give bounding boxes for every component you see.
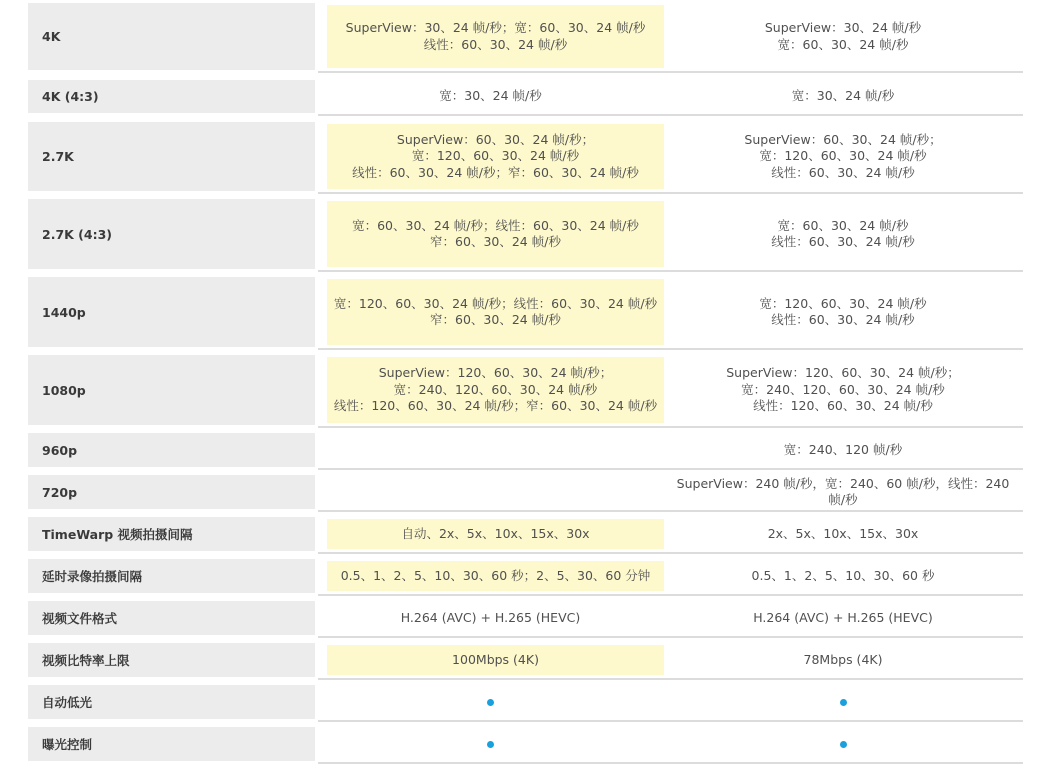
- compare-spec-cell: 0.5、1、2、5、10、30、60 秒: [751, 567, 935, 583]
- hero-spec-cell: 0.5、1、2、5、10、30、60 秒；2、5、30、60 分钟: [327, 561, 664, 591]
- row-divider: [318, 71, 1023, 73]
- hero-spec-cell: 100Mbps (4K): [327, 645, 664, 675]
- hero-spec-cell: H.264 (AVC) + H.265 (HEVC): [400, 609, 581, 625]
- hero-spec-cell: 宽：30、24 帧/秒: [439, 88, 542, 104]
- table-row: [28, 643, 1023, 677]
- row-divider: [318, 720, 1023, 722]
- hero-spec-cell: [318, 685, 663, 719]
- hero-spec-cell: SuperView：30、24 帧/秒；宽：60、30、24 帧/秒 线性：60、30、24 帧/秒: [327, 5, 664, 68]
- row-label: 720p: [28, 475, 315, 509]
- row-label: 2.7K (4:3): [28, 199, 315, 269]
- table-row: [28, 355, 1023, 425]
- row-label: 自动低光: [28, 685, 315, 719]
- compare-spec-cell: SuperView：120、60、30、24 帧/秒； 宽：240、120、60、30、24 帧/秒 线性：120、60、30、24 帧/秒: [726, 365, 960, 414]
- hero-spec-cell: 宽：60、30、24 帧/秒；线性：60、30、24 帧/秒 窄：60、30、24 帧/秒: [327, 201, 664, 267]
- compare-spec-cell: H.264 (AVC) + H.265 (HEVC): [753, 609, 933, 625]
- table-row: [28, 122, 1023, 191]
- compare-spec-cell: 宽：60、30、24 帧/秒 线性：60、30、24 帧/秒: [771, 217, 915, 249]
- row-divider: [318, 192, 1023, 194]
- compare-spec-cell: SuperView：240 帧/秒，宽：240、60 帧/秒，线性：240 帧/秒: [676, 475, 1010, 507]
- table-row: [28, 475, 1023, 509]
- table-row: [28, 80, 1023, 113]
- compare-spec-cell: [663, 727, 1023, 761]
- compare-spec-cell: SuperView：60、30、24 帧/秒； 宽：120、60、30、24 帧/秒 线性：60、30、24 帧/秒: [744, 131, 942, 180]
- table-row: [28, 277, 1023, 347]
- hero-spec-cell: 宽：120、60、30、24 帧/秒；线性：60、30、24 帧/秒 窄：60、30、24 帧/秒: [327, 279, 664, 345]
- table-row: [28, 3, 1023, 70]
- row-label: 2.7K: [28, 122, 315, 191]
- compare-spec-cell: 78Mbps (4K): [803, 651, 883, 667]
- row-label: 延时录像拍摄间隔: [28, 559, 315, 593]
- hero-spec-cell: [318, 475, 663, 509]
- row-label: 960p: [28, 433, 315, 467]
- table-row: [28, 601, 1023, 635]
- compare-spec-cell: 宽：240、120 帧/秒: [783, 441, 903, 457]
- row-label: 视频比特率上限: [28, 643, 315, 677]
- hero-spec-cell: SuperView：120、60、30、24 帧/秒； 宽：240、120、60、30、24 帧/秒 线性：120、60、30、24 帧/秒；窄：60、30、24 帧/秒: [327, 357, 664, 423]
- hero-spec-cell: SuperView：60、30、24 帧/秒； 宽：120、60、30、24 帧/秒 线性：60、30、24 帧/秒；窄：60、30、24 帧/秒: [327, 124, 664, 189]
- row-divider: [318, 678, 1023, 680]
- supported-dot-icon: [487, 699, 494, 706]
- table-row: [28, 433, 1023, 467]
- supported-dot-icon: [840, 699, 847, 706]
- row-divider: [318, 426, 1023, 428]
- row-label: 4K: [28, 3, 315, 70]
- supported-dot-icon: [487, 741, 494, 748]
- table-row: [28, 559, 1023, 593]
- compare-spec-cell: 宽：30、24 帧/秒: [791, 88, 895, 104]
- row-label: 曝光控制: [28, 727, 315, 761]
- row-label: 4K (4:3): [28, 80, 315, 113]
- table-row: [28, 727, 1023, 761]
- row-divider: [318, 270, 1023, 272]
- table-row: [28, 685, 1023, 719]
- row-label: 1080p: [28, 355, 315, 425]
- row-divider: [318, 510, 1023, 512]
- row-divider: [318, 594, 1023, 596]
- row-label: 1440p: [28, 277, 315, 347]
- row-divider: [318, 636, 1023, 638]
- row-divider: [318, 348, 1023, 350]
- table-row: [28, 199, 1023, 269]
- row-divider: [318, 114, 1023, 116]
- table-row: [28, 517, 1023, 551]
- hero-spec-cell: [318, 727, 663, 761]
- supported-dot-icon: [840, 741, 847, 748]
- compare-spec-cell: 宽：120、60、30、24 帧/秒 线性：60、30、24 帧/秒: [759, 295, 927, 327]
- row-divider: [318, 552, 1023, 554]
- row-label: TimeWarp 视频拍摄间隔: [28, 517, 315, 551]
- compare-spec-cell: 2x、5x、10x、15x、30x: [767, 525, 919, 541]
- hero-spec-cell: [318, 433, 663, 467]
- compare-spec-cell: [663, 685, 1023, 719]
- row-label: 视频文件格式: [28, 601, 315, 635]
- row-divider: [318, 468, 1023, 470]
- hero-spec-cell: 自动、2x、5x、10x、15x、30x: [327, 519, 664, 549]
- compare-spec-cell: SuperView：30、24 帧/秒 宽：60、30、24 帧/秒: [764, 20, 922, 52]
